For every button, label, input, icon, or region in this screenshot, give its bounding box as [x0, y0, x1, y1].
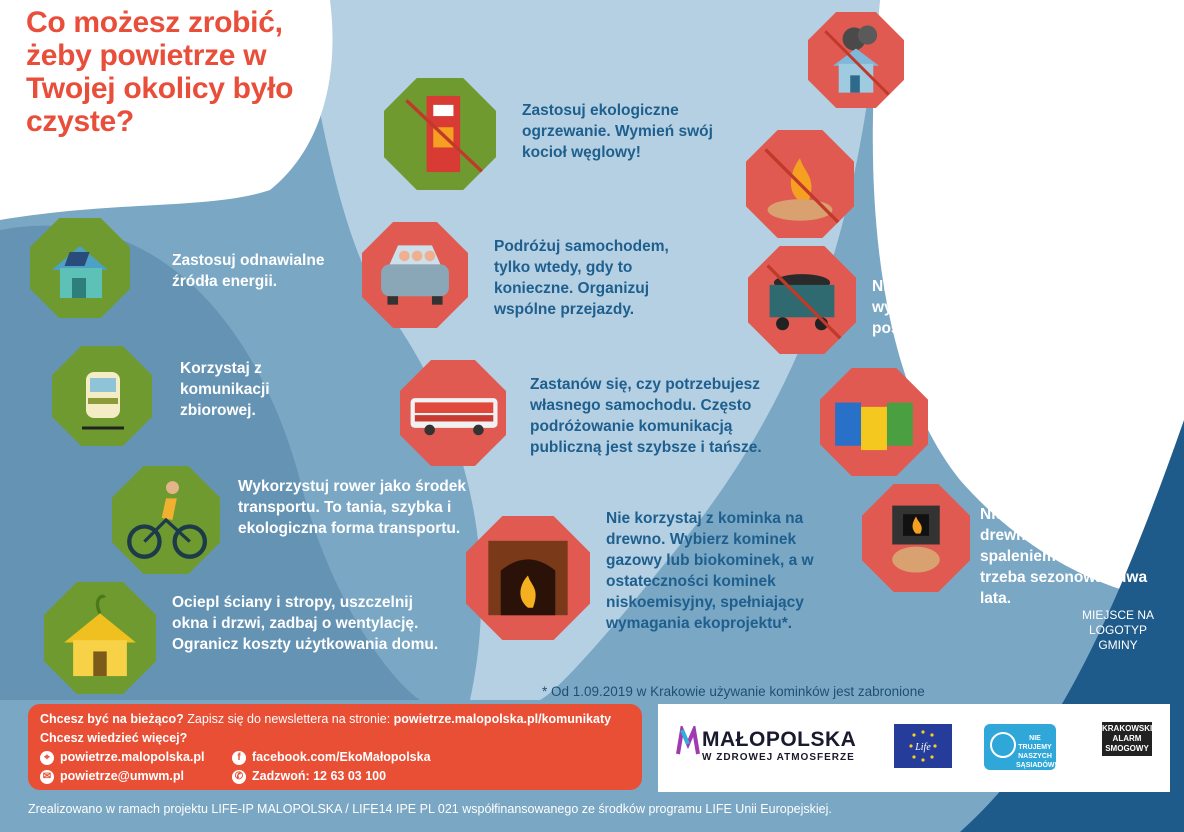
tip-text: Nie spalaj węgla złej jakości. Korzystaj wyłącznie z dobrego paliwa posiadającego świadectwo jakości!	[872, 278, 1157, 337]
email-link[interactable]: powietrze@umwm.pl	[60, 769, 185, 783]
website-link[interactable]: powietrze.malopolska.pl	[60, 750, 205, 764]
more-info-question: Chcesz wiedzieć więcej?	[40, 731, 188, 745]
mail-icon: ✉	[40, 770, 54, 784]
tip-text: Nie korzystaj z kominka na drewno. Wybierz kominek gazowy lub biokominek, a w ostateczności kominek niskoemisyjny, spełniający wymagania ekoprojektu*.	[606, 510, 814, 632]
tip-text: Zastosuj odnawialne źródła energii.	[172, 252, 325, 290]
tip-text: Ociepl ściany i stropy, uszczelnij okna i drzwi, zadbaj o wentylację. Ogranicz koszty użytkowania domu.	[172, 594, 439, 653]
malopolska-mark-icon	[676, 726, 700, 756]
wood-stove-icon	[862, 484, 970, 592]
footnote: * Od 1.09.2019 w Krakowie używanie kominków jest zabronione	[542, 684, 925, 699]
solar-house-icon	[30, 218, 130, 318]
tip-text: Nie spalaj pozostałości roślinnych i gałęzi! Kompostuj sam lub przekaż sąsiadowi.	[882, 172, 1107, 231]
recycling-bins-icon	[820, 368, 928, 476]
tip-text: Wykorzystuj rower jako środek transportu. To tania, szybka i ekologiczna forma transportu.	[238, 478, 466, 537]
tip-text: Nie spalaj wilgotnego drewna! Przed spaleniem drewno trzeba sezonować dwa lata.	[980, 506, 1148, 607]
tip-text: Podróżuj samochodem, tylko wtedy, gdy to konieczne. Organizuj wspólne przejazdy.	[494, 238, 669, 318]
newsletter-text: Zapisz się do newslettera na stronie:	[183, 712, 394, 726]
tip-text: Przekonaj sąsiadów i bliskich, że czyste powietrze to nasza wspólna sprawa.	[922, 32, 1127, 112]
ntns-logo: NIE TRUJEMY NASZYCH SĄSIADÓW!	[984, 724, 1056, 770]
footer-text: Zrealizowano w ramach projektu LIFE-IP MALOPOLSKA / LIFE14 IPE PL 021 współfinansowanego ze środków programu LIFE Unii Europejskiej.	[28, 802, 832, 816]
globe-icon: ⌖	[40, 751, 54, 765]
burning-leaves-icon	[746, 130, 854, 238]
svg-text:Life: Life	[915, 742, 931, 753]
krakowski-alarm-logo: KRAKOWSKI ALARM SMOGOWY	[1102, 722, 1152, 772]
page-title: Co możesz zrobić, żeby powietrze w Twojej okolicy było czyste?	[26, 6, 294, 138]
tip-text: Zastanów się, czy potrzebujesz własnego samochodu. Często podróżowanie komunikacją publiczną jest szybsze i tańsze.	[530, 376, 762, 456]
coal-cart-icon	[748, 246, 856, 354]
tip-text: Zastosuj ekologiczne ogrzewanie. Wymień swój kocioł węglowy!	[522, 102, 713, 161]
phone-icon: ✆	[232, 770, 246, 784]
contact-box	[28, 704, 642, 790]
facebook-icon: f	[232, 751, 246, 765]
tip-text: Korzystaj z komunikacji zbiorowej.	[180, 360, 270, 419]
train-icon	[52, 346, 152, 446]
newsletter-question: Chcesz być na bieżąco?	[40, 712, 184, 726]
fireplace-icon	[466, 516, 590, 640]
malopolska-logo: MAŁOPOLSKA W ZDROWEJ ATMOSFERZE	[676, 726, 700, 761]
facebook-link[interactable]: facebook.com/EkoMałopolska	[252, 750, 431, 764]
newsletter-link[interactable]: powietrze.malopolska.pl/komunikaty	[393, 712, 612, 726]
eu-life-logo	[894, 724, 952, 768]
cyclist-icon	[112, 466, 220, 574]
bus-icon	[400, 360, 506, 466]
logo-placeholder: MIEJSCE NA LOGOTYP GMINY	[1081, 608, 1154, 652]
tip-text: Nie spalaj odpadów! Segreguj je!	[950, 408, 1100, 446]
insulated-house-icon	[44, 582, 156, 694]
coal-boiler-icon	[384, 78, 496, 190]
smoking-house-icon	[808, 12, 904, 108]
car-icon	[362, 222, 468, 328]
phone-number: Zadzwoń: 12 63 03 100	[252, 769, 387, 783]
